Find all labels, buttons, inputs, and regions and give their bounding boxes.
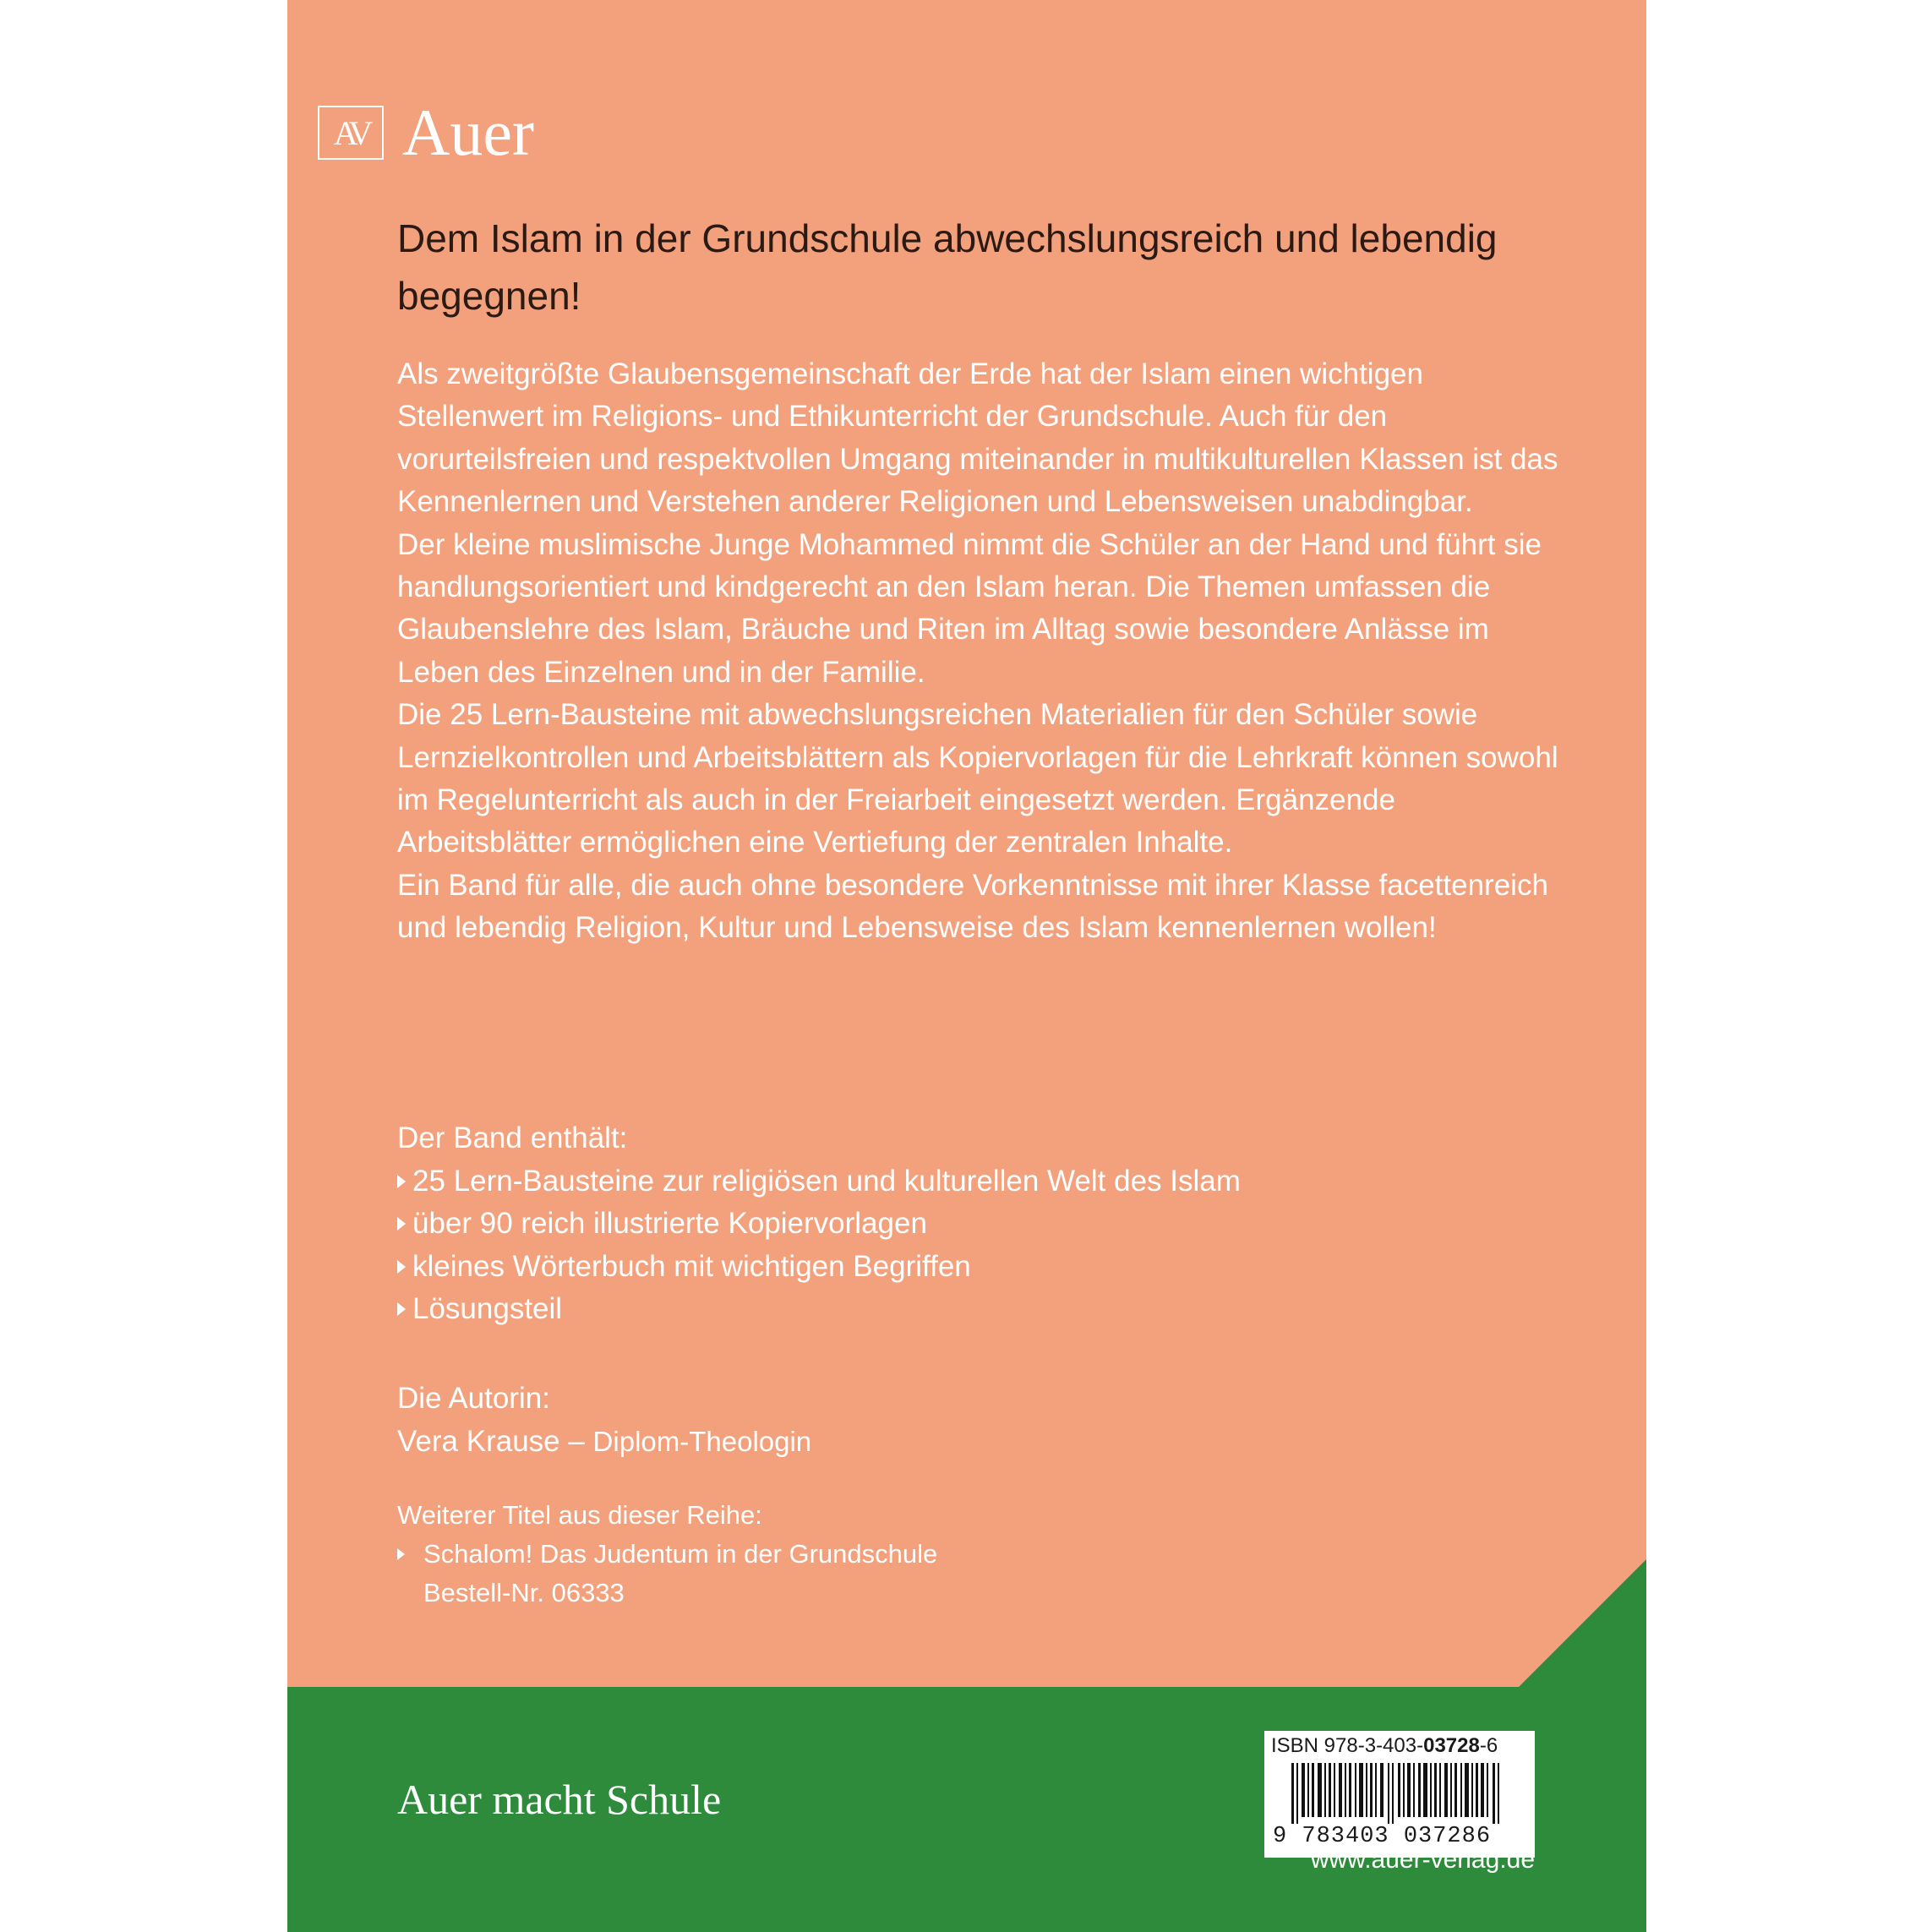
bullet-triangle-icon (397, 1217, 406, 1231)
contents-list (397, 1117, 1241, 1331)
slogan: Auer macht Schule (397, 1776, 722, 1823)
book-back-cover (287, 0, 1646, 1932)
bullet-triangle-icon (397, 1175, 406, 1188)
description (397, 353, 1572, 950)
description-paragraph: Die 25 Lern-Bausteine mit abwechslungsreichen Materialien für den Schüler sowie Lernzielkontrollen und Arbeitsblättern als Kopiervorlagen für die Lehrkraft können sowohl im Regelunterricht als auch in der Freiarbeit eingesetzt werden. Ergänzende Arbeitsblätter ermöglichen eine Vertiefung der zentralen Inhalte. (397, 698, 1558, 860)
series-heading: Weiterer Titel aus dieser Reihe: (397, 1500, 762, 1530)
auer-logo-mark: AV (318, 106, 384, 160)
list-item-text: über 90 reich illustrierte Kopiervorlagen (412, 1207, 927, 1240)
bullet-triangle-icon (397, 1302, 406, 1316)
list-item (397, 1246, 1241, 1289)
publisher-logo (318, 96, 534, 169)
barcode-icon (1273, 1763, 1526, 1824)
isbn-suffix: -6 (1479, 1734, 1498, 1757)
author-line (397, 1421, 811, 1464)
barcode-digits: 9 783403 037286 (1273, 1824, 1492, 1849)
bullet-triangle-icon (397, 1548, 405, 1560)
series-order-number: Bestell-Nr. 06333 (423, 1578, 625, 1607)
description-paragraph: Ein Band für alle, die auch ohne besondere Vorkenntnisse mit ihrer Klasse facettenreich und lebendig Religion, Kultur und Lebensweise des Islam kennenlernen wollen! (397, 868, 1548, 945)
isbn-label (1271, 1734, 1498, 1758)
description-paragraph: Der kleine muslimische Junge Mohammed nimmt die Schüler an der Hand und führt sie handlungsorientiert und kindgerecht an den Islam heran. Die Themen umfassen die Glaubenslehre des Islam, Bräuche und Riten im Alltag sowie besondere Anlässe im Leben des Einzelnen und in der Familie. (397, 527, 1542, 689)
description-paragraph: Als zweitgrößte Glaubensgemeinschaft der Erde hat der Islam einen wichtigen Stellenwert im Religions- und Ethikunterricht der Grundschule. Auch für den vorurteilsfreien und respektvollen Umgang miteinander in multikulturellen Klassen ist das Kennenlernen und Verstehen anderer Religionen und Lebensweisen unabdingbar. (397, 357, 1558, 519)
series-block (397, 1496, 937, 1613)
isbn-barcode-box (1264, 1731, 1535, 1858)
author-heading: Die Autorin: (397, 1382, 550, 1415)
bullet-triangle-icon (397, 1260, 406, 1274)
series-title-row (397, 1535, 937, 1574)
headline: Dem Islam in der Grundschule abwechslungsreich und lebendig begegnen! (397, 216, 1498, 318)
author-role: Diplom-Theologin (592, 1425, 812, 1457)
list-item-text: 25 Lern-Bausteine zur religiösen und kulturellen Welt des Islam (412, 1164, 1241, 1198)
publisher-url[interactable]: www.auer-verlag.de (1310, 1846, 1535, 1874)
author-name: Vera Krause (397, 1424, 560, 1458)
isbn-bold: 03728 (1423, 1734, 1480, 1757)
author-block (397, 1378, 811, 1463)
list-item (397, 1203, 1241, 1246)
series-title: Schalom! Das Judentum in der Grundschule (423, 1539, 938, 1569)
list-item (397, 1288, 1241, 1331)
list-item-text: kleines Wörterbuch mit wichtigen Begriffen (412, 1249, 971, 1283)
contents-heading: Der Band enthält: (397, 1122, 628, 1154)
list-item (397, 1160, 1241, 1203)
author-dash: – (559, 1424, 593, 1458)
isbn-prefix: ISBN 978-3-403- (1271, 1734, 1424, 1757)
publisher-name: Auer (402, 96, 534, 169)
list-item-text: Lösungsteil (412, 1292, 563, 1325)
